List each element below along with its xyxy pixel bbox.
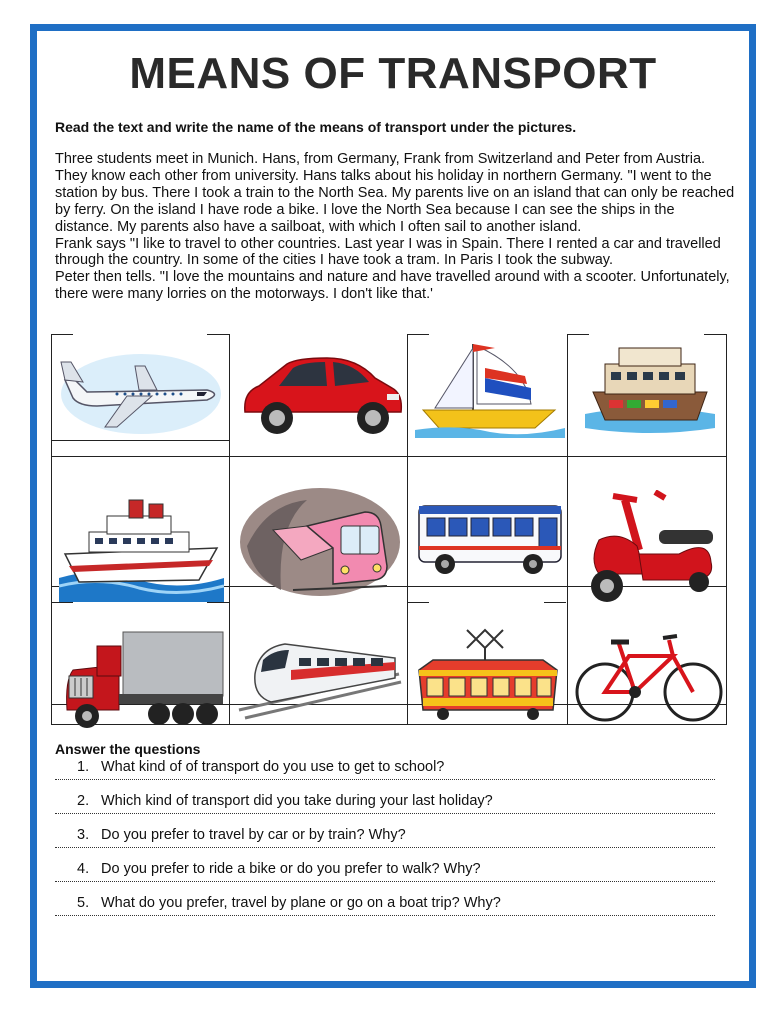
question-item <box>55 893 735 927</box>
grid-tick <box>207 602 229 603</box>
question-text: Do you prefer to travel by car or by train? Why? <box>101 827 406 843</box>
grid-tick <box>704 334 726 335</box>
bus-icon <box>415 500 567 580</box>
lorry-icon <box>59 630 225 734</box>
grid-tick <box>51 602 73 603</box>
sailboat-icon <box>415 338 565 438</box>
grid-line <box>51 334 52 724</box>
question-item <box>55 791 735 825</box>
scooter-icon <box>579 490 727 608</box>
question-item <box>55 859 735 893</box>
answer-dotted-line[interactable] <box>55 779 715 780</box>
answer-dotted-line[interactable] <box>55 881 715 882</box>
airplane-icon <box>57 342 225 437</box>
grid-tick <box>207 334 229 335</box>
answer-dotted-line[interactable] <box>55 915 715 916</box>
answer-line[interactable] <box>51 440 229 441</box>
answer-dotted-line[interactable] <box>55 813 715 814</box>
grid-tick <box>407 602 429 603</box>
question-item <box>55 757 735 791</box>
instruction-text: Read the text and write the name of the means of transport under the pictures. <box>55 119 577 135</box>
ship-icon <box>59 494 224 602</box>
tram-icon <box>413 626 563 726</box>
train-icon <box>235 630 403 720</box>
car-icon <box>237 342 405 442</box>
grid-tick <box>51 334 73 335</box>
question-item <box>55 825 735 859</box>
questions-title: Answer the questions <box>55 741 201 757</box>
answer-line[interactable] <box>51 456 727 457</box>
question-text: Do you prefer to ride a bike or do you prefer to walk? Why? <box>101 861 481 877</box>
grid-tick <box>407 334 429 335</box>
question-number: 2. <box>77 793 90 809</box>
question-number: 4. <box>77 861 90 877</box>
story-paragraph-hans: Three students meet in Munich. Hans, from Germany, Frank from Switzerland and Peter from Austria. They know each other from university. Hans talks about his holiday in northern Germany. "I went to the station by bus. There I took a train to the North Sea. My parents live on an island that can only be reached by ferry. On the island I have rode a bike. I love the North Sea because I can see the ships in the distance. My parents also have a sailboat, with which I often sail to another island. <box>55 151 735 235</box>
story-paragraph-frank: Frank says "I like to travel to other countries. Last year I was in Spain. There I rented a car and travelled through the country. In some of the cities I have took a tram. In Paris I took the subway. <box>55 235 721 269</box>
ferry-icon <box>575 338 725 438</box>
question-number: 5. <box>77 895 90 911</box>
story-text <box>55 151 735 303</box>
bicycle-icon <box>573 630 725 726</box>
story-paragraph-peter: Peter then tells. "I love the mountains and nature and have travelled around with a scooter. Unfortunately, there were many lorries on the motorways. I don't like that.' <box>55 269 730 303</box>
question-text: What kind of of transport do you use to get to school? <box>101 759 445 775</box>
grid-tick <box>544 602 566 603</box>
question-text: What do you prefer, travel by plane or go on a boat trip? Why? <box>101 895 501 911</box>
picture-grid <box>51 334 731 724</box>
grid-line <box>229 334 230 724</box>
answer-dotted-line[interactable] <box>55 847 715 848</box>
worksheet-frame <box>30 24 756 988</box>
page-title: MEANS OF TRANSPORT <box>129 49 657 98</box>
grid-tick <box>567 334 589 335</box>
grid-line <box>407 334 408 724</box>
questions-list <box>55 757 735 927</box>
grid-line <box>567 334 568 724</box>
subway-icon <box>237 486 403 598</box>
question-text: Which kind of transport did you take during your last holiday? <box>101 793 493 809</box>
question-number: 1. <box>77 759 90 775</box>
question-number: 3. <box>77 827 90 843</box>
